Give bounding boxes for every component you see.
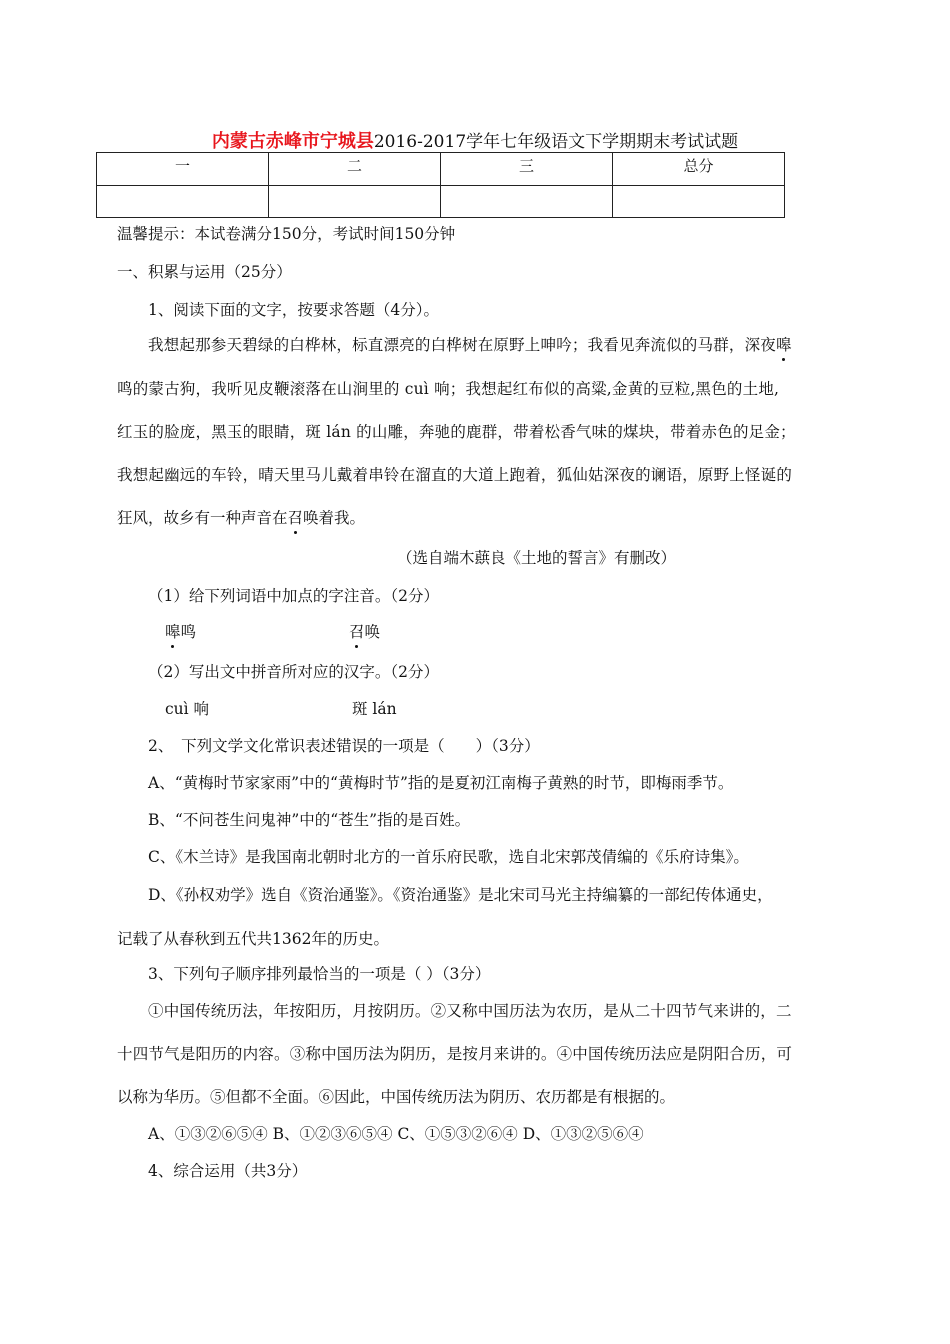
q3-line-3: 以称为华历。⑤但都不全面。⑥因此，中国传统历法为阴历、农历都是有根据的。	[117, 1088, 676, 1106]
exam-title	[0, 127, 950, 153]
score-header-total: 总分	[613, 153, 785, 186]
q2-option-a: A、“黄梅时节家家雨”中的“黄梅时节”指的是夏初江南梅子黄熟的时节，即梅雨季节。	[148, 774, 734, 792]
exam-notice: 温馨提示：本试卷满分150分，考试时间150分钟	[117, 225, 456, 243]
score-cell-3[interactable]	[441, 186, 613, 218]
q2-option-b: B、“不问苍生问鬼神”中的“苍生”指的是百姓。	[148, 811, 471, 829]
q3-prompt: 3、下列句子顺序排列最恰当的一项是（ ）（3分）	[148, 965, 491, 983]
q3-line-2: 十四节气是阳历的内容。③称中国历法为阴历，是按月来讲的。④中国传统历法应是阴阳合历，可	[117, 1045, 793, 1063]
q1-sub2-word-1: cuì 响	[165, 700, 210, 718]
passage-line-2: 鸣的蒙古狗，我听见皮鞭滚落在山涧里的 cuì 响；我想起红布似的高粱,金黄的豆粒,黑色的土地,	[117, 380, 780, 398]
q2-option-d-line-1: D、《孙权劝学》选自《资治通鉴》。《资治通鉴》是北宋司马光主持编纂的一部纪传体通史，	[148, 886, 773, 904]
title-subject: 2016-2017学年七年级语文下学期期末考试试题	[373, 132, 739, 152]
score-header-1: 一	[97, 153, 269, 186]
score-cell-2[interactable]	[269, 186, 441, 218]
q1-sub1-word-2	[349, 620, 380, 642]
score-cell-total[interactable]	[613, 186, 785, 218]
q3-line-1: ①中国传统历法，年按阳历，月按阴历。②又称中国历法为农历，是从二十四节气来讲的，二	[148, 1002, 792, 1020]
score-header-2: 二	[269, 153, 441, 186]
q4-prompt: 4、综合运用（共3分）	[148, 1162, 308, 1180]
q1-sub2-word-2: 斑 lán	[352, 700, 397, 718]
q3-options: A、①③②⑥⑤④ B、①②③⑥⑤④ C、①⑤③②⑥④ D、①③②⑤⑥④	[148, 1125, 644, 1143]
dotted-char: 嗥	[165, 620, 181, 642]
passage-line-5	[117, 506, 365, 528]
q1-sub1-prompt: （1）给下列词语中加点的字注音。（2分）	[148, 587, 439, 605]
score-header-3: 三	[441, 153, 613, 186]
score-table	[96, 152, 785, 218]
passage-line-5-end: 唤着我。	[303, 509, 366, 527]
passage-line-3: 红玉的脸庞，黑玉的眼睛，斑 lán 的山雕，奔驰的鹿群，带着松香气味的煤块，带着赤色的足金；	[117, 423, 796, 441]
passage-source: （选自端木蕻良《土地的誓言》有删改）	[397, 549, 677, 567]
dotted-char: 召	[349, 620, 365, 642]
score-cell-1[interactable]	[97, 186, 269, 218]
section1-heading: 一、积累与运用（25分）	[117, 263, 292, 281]
q2-prompt: 2、 下列文学文化常识表述错误的一项是（ ）（3分）	[148, 737, 540, 755]
title-region: 内蒙古赤峰市宁城县	[211, 131, 374, 152]
q1-prompt: 1、阅读下面的文字，按要求答题（4分）。	[148, 301, 439, 319]
q2-option-c: C、《木兰诗》是我国南北朝时北方的一首乐府民歌，选自北宋郭茂倩编的《乐府诗集》。	[148, 848, 749, 866]
passage-line-5-text: 狂风，故乡有一种声音在	[117, 509, 288, 527]
word-rest: 鸣	[180, 623, 197, 641]
q1-sub2-prompt: （2）写出文中拼音所对应的汉字。（2分）	[148, 663, 439, 681]
dotted-char: 嗥	[776, 333, 792, 355]
word-rest: 唤	[364, 623, 381, 641]
passage-line-4: 我想起幽远的车铃，晴天里马儿戴着串铃在溜直的大道上跑着，狐仙姑深夜的谰语，原野上怪诞的	[117, 466, 793, 484]
q2-option-d-line-2: 记载了从春秋到五代共1362年的历史。	[117, 930, 389, 948]
passage-line-1-text: 我想起那参天碧绿的白桦林，标直漂亮的白桦树在原野上呻吟；我看见奔流似的马群，深夜	[148, 336, 777, 354]
dotted-char: 召	[288, 506, 304, 528]
q1-sub1-word-1	[165, 620, 196, 642]
passage-line-1	[148, 333, 792, 355]
